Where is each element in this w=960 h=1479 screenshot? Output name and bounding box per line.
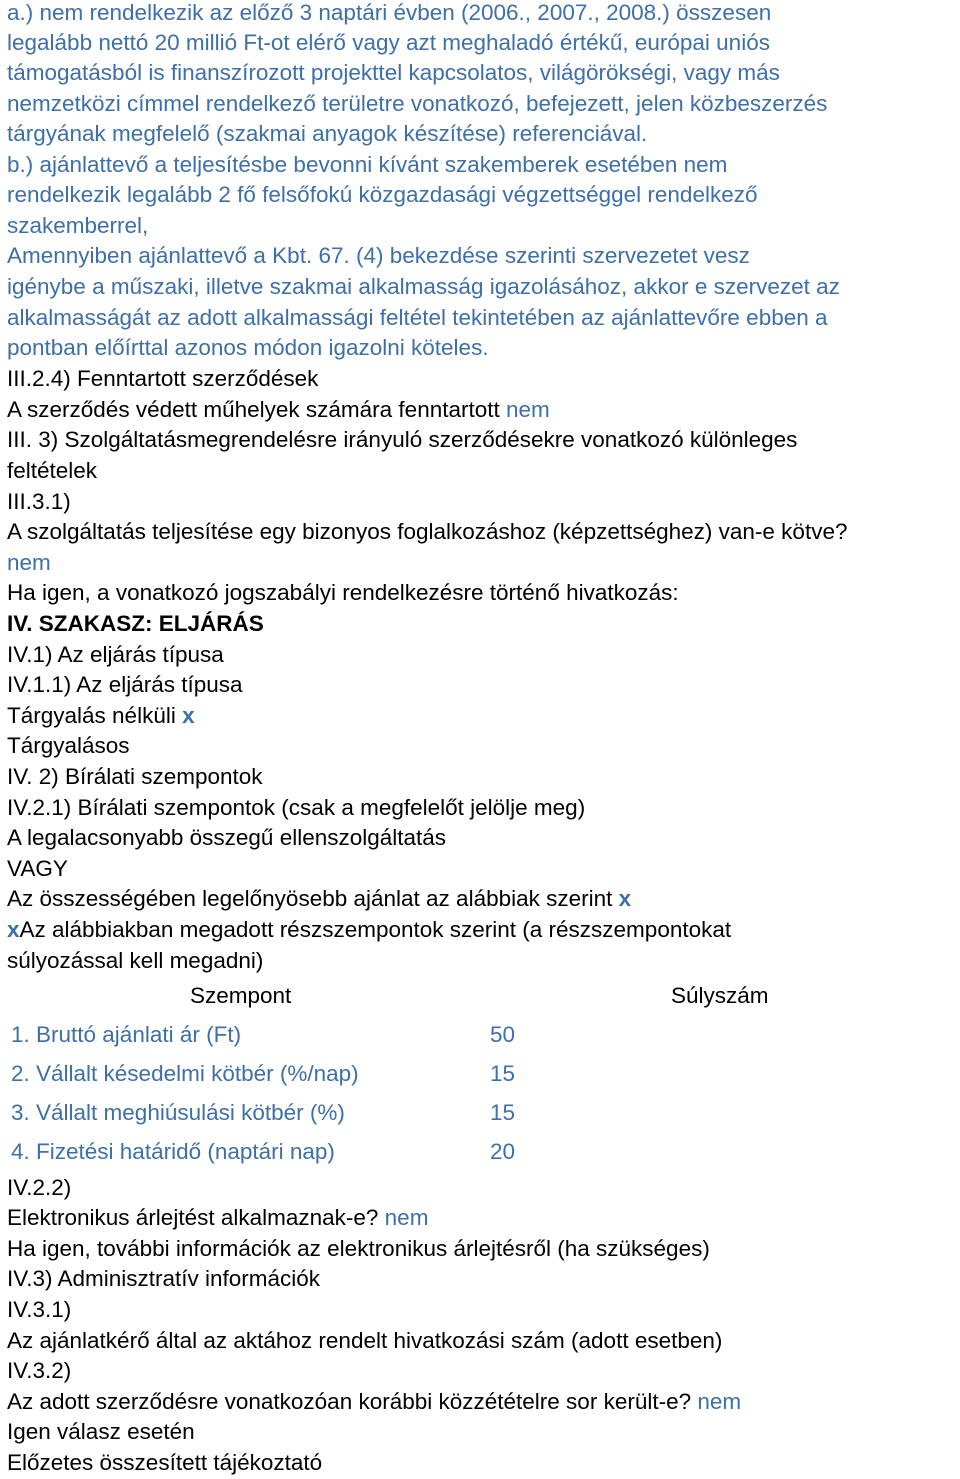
- section-heading-iv-1-1: IV.1.1) Az eljárás típusa: [7, 672, 243, 697]
- table-row-4-criterion: 4. Fizetési határidő (naptári nap): [11, 1139, 335, 1164]
- procedure-negotiated: Tárgyalásos: [7, 733, 130, 758]
- auction-row: [7, 1205, 428, 1231]
- previous-publication-question: Az adott szerződésre vonatkozóan korábbi közzétételre sor került-e?: [7, 1389, 698, 1414]
- section-heading-iv-2-2: IV.2.2): [7, 1175, 72, 1200]
- profession-answer: nem: [7, 550, 51, 575]
- section-heading-iii-3-line-1: III. 3) Szolgáltatásmegrendelésre irányuló szerződésekre vonatkozó különleges: [7, 427, 798, 452]
- criterion-or: VAGY: [7, 856, 68, 881]
- criterion-subcriteria-label: Az alábbiakban megadott részszempontok szerint (a részszempontokat: [19, 917, 732, 942]
- section-heading-iv-2: IV. 2) Bírálati szempontok: [7, 764, 263, 789]
- section-heading-iv-3-2: IV.3.2): [7, 1358, 72, 1383]
- para-b-line-3: szakemberrel,: [7, 213, 149, 238]
- table-row-2-criterion: 2. Vállalt késedelmi kötbér (%/nap): [11, 1061, 359, 1086]
- previous-publication-answer: nem: [697, 1389, 742, 1414]
- para-b-line-1: b.) ajánlattevő a teljesítésbe bevonni kívánt szakemberek esetében nem: [7, 152, 728, 177]
- section-heading-iv-3: IV.3) Adminisztratív információk: [7, 1266, 321, 1291]
- criterion-subcriteria-mark: x: [7, 917, 20, 942]
- auction-answer: nem: [384, 1205, 429, 1230]
- procedure-no-negotiation: [7, 703, 195, 729]
- table-row-4-weight: 20: [490, 1139, 516, 1164]
- profession-question: A szolgáltatás teljesítése egy bizonyos foglalkozáshoz (képzettséghez) van-e kötve?: [7, 519, 848, 544]
- section-heading-iv-2-1: IV.2.1) Bírálati szempontok (csak a megfelelőt jelölje meg): [7, 795, 586, 820]
- table-row-3-criterion: 3. Vállalt meghiúsulási kötbér (%): [11, 1100, 345, 1125]
- para-a-line-1: a.) nem rendelkezik az előző 3 naptári évben (2006., 2007., 2008.) összesen: [7, 0, 772, 25]
- if-yes-line: Igen válasz esetén: [7, 1419, 195, 1444]
- table-header-criterion: Szempont: [190, 983, 292, 1008]
- section-heading-iii-3-1: III.3.1): [7, 489, 71, 514]
- section-iv-title: IV. SZAKASZ: ELJÁRÁS: [7, 611, 264, 636]
- para-a-line-4: nemzetközi címmel rendelkező területre vonatkozó, befejezett, jelen közbeszerzés: [7, 91, 828, 116]
- table-header-weight: Súlyszám: [671, 983, 769, 1008]
- section-heading-iii-3-line-2: feltételek: [7, 458, 98, 483]
- para-a-line-3: támogatásból is finanszírozott projekttel kapcsolatos, világörökségi, vagy más: [7, 60, 780, 85]
- criterion-best-value: [7, 886, 631, 912]
- reserved-contract-row: [7, 397, 550, 423]
- criterion-lowest-price: A legalacsonyabb összegű ellenszolgáltatás: [7, 825, 447, 850]
- para-b-line-2: rendelkezik legalább 2 fő felsőfokú közgazdasági végzettséggel rendelkező: [7, 182, 758, 207]
- para-a-line-2: legalább nettó 20 millió Ft-ot elérő vagy azt meghaladó értékű, európai uniós: [7, 30, 770, 55]
- section-heading-iii-2-4: III.2.4) Fenntartott szerződések: [7, 366, 319, 391]
- para-b-line-5: igénybe a műszaki, illetve szakmai alkalmasság igazolásához, akkor e szervezet az: [7, 274, 840, 299]
- reserved-contract-question: A szerződés védett műhelyek számára fenntartott: [7, 397, 506, 422]
- reserved-contract-answer: nem: [506, 397, 550, 422]
- table-row-1-criterion: 1. Bruttó ajánlati ár (Ft): [11, 1022, 242, 1047]
- section-heading-iv-3-1: IV.3.1): [7, 1297, 72, 1322]
- para-b-line-6: alkalmasságát az adott alkalmassági feltétel tekintetében az ajánlattevőre ebben a: [7, 305, 828, 330]
- criterion-best-value-label: Az összességében legelőnyösebb ajánlat az alábbiak szerint: [7, 886, 619, 911]
- previous-publication-row: [7, 1389, 741, 1415]
- para-b-line-4: Amennyiben ajánlattevő a Kbt. 67. (4) bekezdése szerinti szervezetet vesz: [7, 243, 750, 268]
- section-heading-iv-1: IV.1) Az eljárás típusa: [7, 642, 224, 667]
- criterion-subcriteria-line-1: [7, 917, 731, 943]
- procedure-no-negotiation-mark: x: [182, 703, 195, 728]
- table-row-3-weight: 15: [490, 1100, 516, 1125]
- table-row-1-weight: 50: [490, 1022, 516, 1047]
- auction-more-info: Ha igen, további információk az elektronikus árlejtésről (ha szükséges): [7, 1236, 710, 1261]
- criterion-best-value-mark: x: [618, 886, 632, 911]
- procedure-no-negotiation-label: Tárgyalás nélküli: [7, 703, 183, 728]
- para-a-line-5: tárgyának megfelelő (szakmai anyagok készítése) referenciával.: [7, 121, 648, 146]
- criterion-subcriteria-line-2: súlyozással kell megadni): [7, 948, 264, 973]
- para-b-line-7: pontban előírttal azonos módon igazolni köteles.: [7, 335, 489, 360]
- table-row-2-weight: 15: [490, 1061, 516, 1086]
- legal-reference-line: Ha igen, a vonatkozó jogszabályi rendelkezésre történő hivatkozás:: [7, 580, 679, 605]
- prior-information-line: Előzetes összesített tájékoztató: [7, 1450, 323, 1475]
- reference-number-line: Az ajánlatkérő által az aktához rendelt hivatkozási szám (adott esetben): [7, 1328, 723, 1353]
- auction-question: Elektronikus árlejtést alkalmaznak-e?: [7, 1205, 385, 1230]
